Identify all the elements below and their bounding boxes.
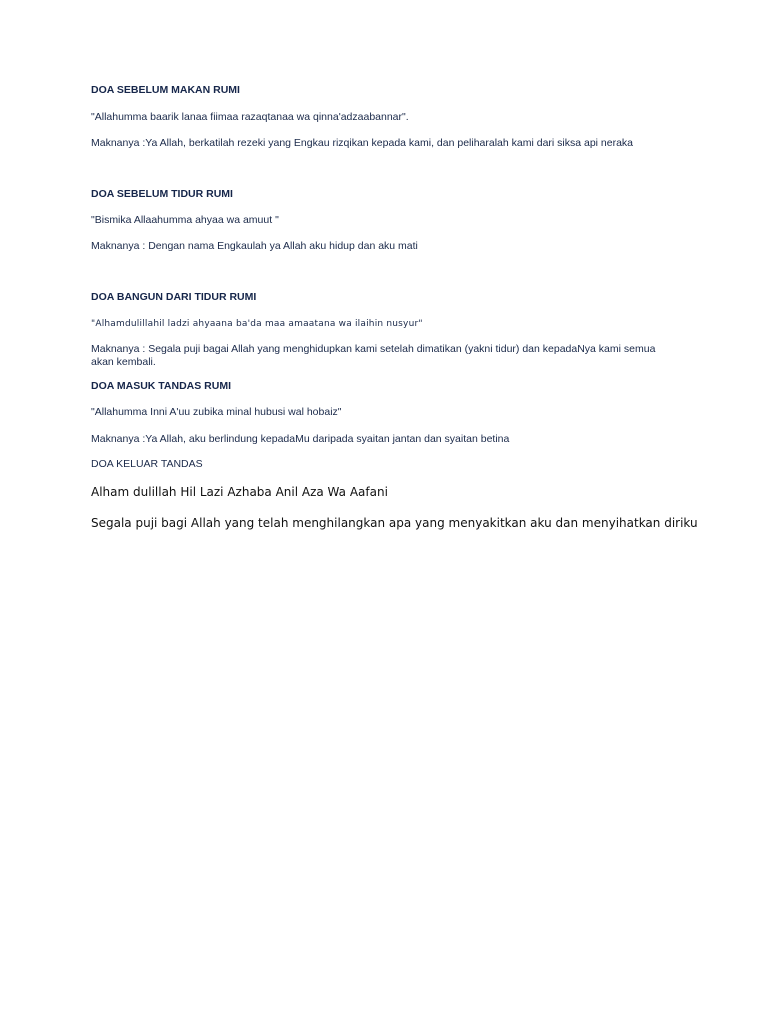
section-heading-keluar-tandas: DOA KELUAR TANDAS — [91, 458, 203, 470]
section-heading-sebelum-tidur: DOA SEBELUM TIDUR RUMI — [91, 188, 233, 200]
section-heading-makan: DOA SEBELUM MAKAN RUMI — [91, 84, 240, 96]
prayer-text-sebelum-tidur: "Bismika Allaahumma ahyaa wa amuut " — [91, 214, 279, 226]
prayer-text-masuk-tandas: "Allahumma Inni A'uu zubika minal hubusi wal hobaiz" — [91, 406, 342, 418]
prayer-meaning-keluar-tandas: Segala puji bagi Allah yang telah menghilangkan apa yang menyakitkan aku dan menyihatkan diriku — [91, 516, 698, 530]
prayer-text-bangun-tidur: "Alhamdulillahil ladzi ahyaana ba'da maa amaatana wa ilaihin nusyur" — [91, 319, 423, 329]
section-heading-bangun-tidur: DOA BANGUN DARI TIDUR RUMI — [91, 291, 257, 303]
section-heading-masuk-tandas: DOA MASUK TANDAS RUMI — [91, 380, 231, 392]
prayer-meaning-sebelum-tidur: Maknanya : Dengan nama Engkaulah ya Allah aku hidup dan aku mati — [91, 240, 418, 252]
prayer-meaning-masuk-tandas: Maknanya :Ya Allah, aku berlindung kepadaMu daripada syaitan jantan dan syaitan betina — [91, 433, 510, 445]
prayer-text-makan: "Allahumma baarik lanaa fiimaa razaqtanaa wa qinna'adzaabannar". — [91, 111, 409, 123]
prayer-meaning-bangun-tidur: Maknanya : Segala puji bagai Allah yang menghidupkan kami setelah dimatikan (yakni tidur) dan kepadaNya kami semua akan kembali. — [91, 343, 656, 368]
prayer-meaning-makan: Maknanya :Ya Allah, berkatilah rezeki yang Engkau rizqikan kepada kami, dan peliharalah kami dari siksa api neraka — [91, 137, 634, 149]
prayer-text-keluar-tandas: Alham dulillah Hil Lazi Azhaba Anil Aza Wa Aafani — [91, 485, 388, 499]
